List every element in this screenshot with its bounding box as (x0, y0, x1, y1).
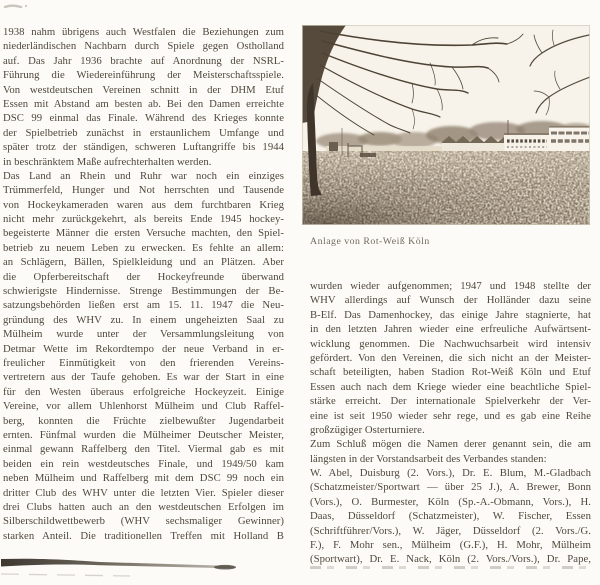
text-line: Essen auch nach dem Kriege wieder eine beachtliche Spiel- (310, 380, 591, 393)
text-line: beiden ein rein westdeutsches Finale, und 1949/50 kam (3, 457, 284, 470)
text-line: ernten. Fünfmal wurden die Mülheimer Deutscher Meister, (3, 428, 284, 441)
ink-streak-icon (0, 555, 260, 585)
left-text-column (3, 25, 284, 543)
text-line: von Hockeykameraden waren aus dem furchtbaren Krieg (3, 198, 284, 211)
right-text-column (310, 279, 591, 567)
text-line: B-Elf. Das Damenhockey, das einige Jahre stagnierte, hat (310, 308, 591, 321)
text-line: auf. Das Jahr 1936 brachte auf Anordnung der NSRL- (3, 54, 284, 67)
text-line: großzügiger Osterturniere. (310, 423, 425, 436)
text-line: in beschränktem Maße aufrechterhalten werden. (3, 155, 212, 168)
text-line: wurden wieder aufgenommen; 1947 und 1948 stellte der (310, 280, 591, 292)
text-line: satzungsbehörden ließen erst am 15. 11. 1947 die Neu- (3, 299, 284, 312)
text-line: Trümmerfeld, Hunger und Not herrschten und Tausende (3, 184, 284, 197)
text-line: der Spielbetrieb zunächst in erstaunlichem Umfange und (3, 126, 284, 139)
text-line: betrieb zu neuem Leben zu erwecken. Es fehlte an allem: (3, 241, 284, 254)
text-line: Mülheim wurde unter der Versammlungsleitung von (3, 328, 284, 341)
text-line: WHV allerdings auf Wunsch der Holländer dazu seine (310, 294, 591, 307)
field-texture (302, 151, 590, 225)
text-line: stärke erreicht. Der internationale Spielverkehr der Ver- (310, 395, 591, 408)
text-line: gründung des WHV zu. In einem ungeheizten Saal zu (3, 313, 284, 326)
text-line: neben Mülheim und Raffelberg mit dem DSC 99 noch ein (3, 472, 284, 485)
text-line: W. Abel, Duisburg (2. Vors.), Dr. E. Blum, M.-Gladbach (310, 467, 591, 480)
text-line: (Sportwart), Dr. E. Nack, Köln (2. Vors./Vors.), Dr. Pape, (310, 553, 591, 566)
text-line: Das Land an Rhein und Ruhr war noch ein einziges (3, 169, 284, 182)
text-line: die Opferbereitschaft der Hockeyfreunde überwand (3, 270, 284, 283)
text-line: dritter Club des WHV unter die letzten Vier. Spieler dieser (3, 486, 284, 499)
text-line: F.), F. Mohr sen., Mülheim (G.F.), H. Mohr, Mülheim (310, 539, 591, 552)
clipped-text-remnants (310, 566, 591, 569)
text-line: begeisterte Männer die ersten Versuche machten, den Spiel- (3, 227, 284, 240)
text-line: Detmar Wette im Rekordtempo der neue Verband in er- (3, 342, 284, 355)
text-line: Silberschildwettbewerb (WHV sechsmaliger Gewinner) (3, 515, 284, 528)
text-line: einmal gewann Raffelberg den Titel. Viermal gab es mit (3, 443, 284, 456)
text-line: schaft beteiligten, haben Stadion Rot-Weiß Köln und Etuf (310, 366, 591, 379)
text-line: Führung die Wiedereinführung der Meisterschaftsspiele. (3, 69, 284, 82)
text-line: nicht mehr zurückgekehrt, als bereits Ende 1945 hockey- (3, 213, 284, 226)
text-line: DSC 99 einmal das Finale. Während des Krieges konnte (3, 112, 284, 125)
text-line: Von westdeutschen Vereinen schnitt in der DHM Etuf (3, 83, 284, 96)
field-photo-illustration (302, 25, 590, 225)
text-line: freulicher Einmütigkeit von den frierenden Vereins- (3, 356, 284, 369)
text-line: (Schriftführer/Vors.), W. Jäger, Düsseldorf (2. Vors./G. (310, 524, 591, 537)
text-line: drei Clubs hatten auch an den westdeutschen Erfolgen im (3, 500, 284, 513)
text-line: in den letzten Jahren wieder eine erfreuliche Aufwärtsent- (310, 323, 591, 336)
text-line: niederländischen Nachbarn durch Spiele gegen Ostholland (3, 40, 284, 53)
text-line: später trotz der ständigen, schweren Luftangriffe bis 1944 (3, 141, 284, 154)
text-line: schwierigste Hindernisse. Strenge Bestimmungen der Be- (3, 285, 284, 298)
text-line: vertretern aus der Taufe gehoben. Es war der Start in eine (3, 371, 284, 384)
text-line: längsten in der Vorstandsarbeit des Verbandes standen: (310, 452, 547, 465)
text-line: Essen mit Abstand am besten ab. Bei den Damen erreichte (3, 97, 284, 110)
text-line: (Vors.), O. Burmester, Köln (Sp.-A.-Obmann, Vors.), H. (310, 495, 591, 508)
text-line: Zum Schluß mögen die Namen derer genannt sein, die am (310, 438, 591, 451)
text-line: Daas, Düsseldorf (Schatzmeister), W. Fischer, Essen (310, 510, 591, 523)
text-line: für den Westen überaus erfolgreiche Hockeyzeit. Einige (3, 385, 284, 398)
photo-caption: Anlage von Rot-Weiß Köln (310, 236, 430, 247)
text-line: wicklung genommen. Die Nachwuchsarbeit wird intensiv (310, 337, 591, 350)
text-line: an Schlägern, Bällen, Spielkleidung und an Plätzen. Aber (3, 256, 284, 269)
ink-smudge-icon (2, 1, 32, 13)
text-line: eine ist seit 1950 wieder sehr rege, und es gab eine Reihe (310, 409, 591, 422)
text-line: Vereine, vor allem Uhlenhorst Mülheim und Club Raffel- (3, 400, 284, 413)
text-line: berg, konnten die Früchte zielbewußter Jugendarbeit (3, 414, 284, 427)
text-line: 1938 nahm übrigens auch Westfalen die Beziehungen zum (3, 26, 284, 38)
text-line: starken Anteil. Die traditionellen Treffen mit Holland B (3, 529, 284, 542)
text-line: (Schatzmeister/Sportwart — über 25 J.), A. Brewer, Bonn (310, 481, 591, 494)
text-line: gefördert. Von den Vereinen, die sich nicht an der Meister- (310, 351, 591, 364)
photo-anlage-rot-weiss-koeln (302, 25, 590, 225)
